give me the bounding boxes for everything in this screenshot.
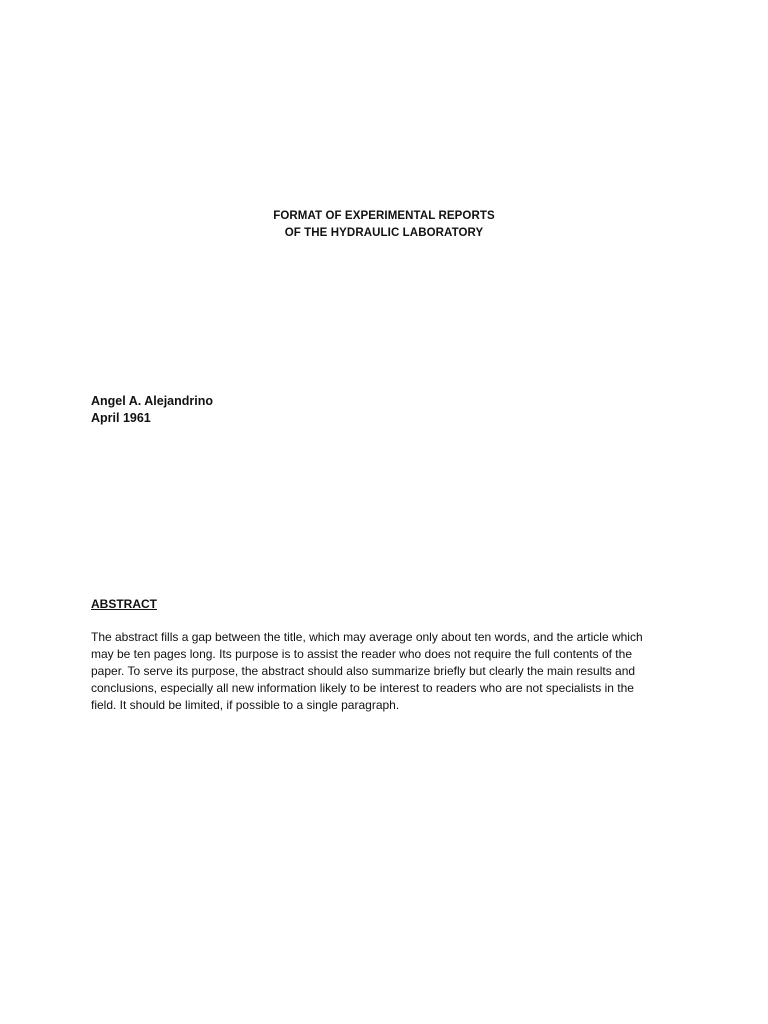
title-line-1: FORMAT OF EXPERIMENTAL REPORTS [273, 210, 495, 222]
abstract-line-2: may be ten pages long. Its purpose is to assist the reader who does not require the full contents of the [91, 647, 632, 661]
abstract-line-1: The abstract fills a gap between the title, which may average only about ten words, and the article which [91, 630, 643, 644]
abstract-line-3: paper. To serve its purpose, the abstract should also summarize briefly but clearly the main results and [91, 664, 636, 678]
author-name: Angel A. Alejandrino [91, 394, 213, 408]
abstract-paragraph [91, 629, 691, 714]
document-date: April 1961 [91, 411, 151, 425]
title-line-2: OF THE HYDRAULIC LABORATORY [284, 227, 484, 239]
abstract-line-5: field. It should be limited, if possible to a single paragraph. [91, 698, 400, 712]
document-title [0, 208, 768, 242]
abstract-line-4: conclusions, especially all new information likely to be interest to readers who are not specialists in the [91, 681, 634, 695]
author-block [91, 393, 213, 427]
abstract-heading: ABSTRACT [91, 597, 157, 611]
